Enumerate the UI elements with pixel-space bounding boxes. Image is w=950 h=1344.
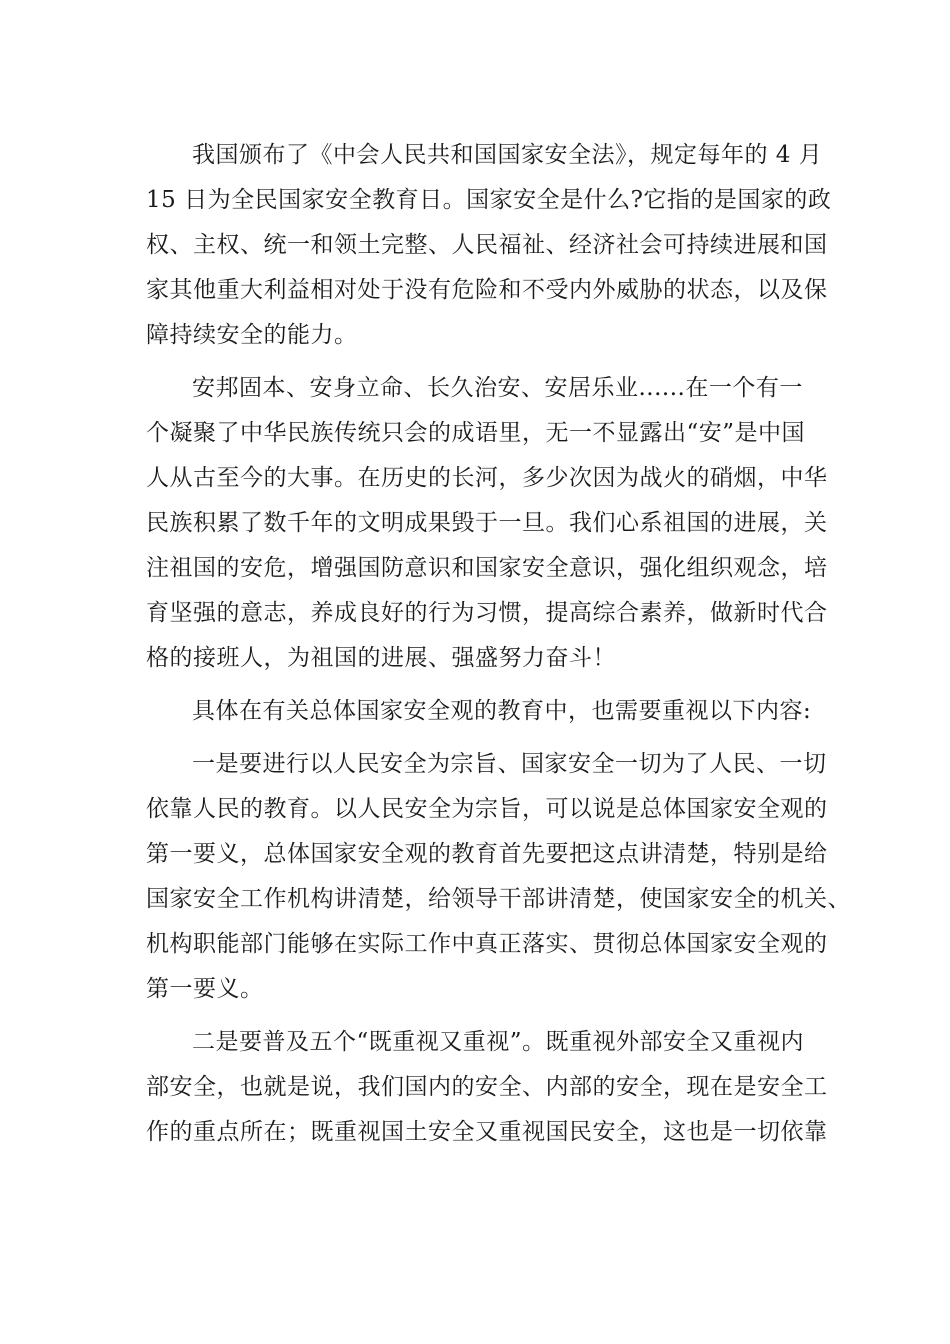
paragraph-4-line-1: 一是要进行以人民安全为宗旨、国家安全一切为了人民、一切 — [192, 751, 827, 777]
paragraph-4-line-5: 机构职能部门能够在实际工作中真正落实、贯彻总体国家安全观的 — [146, 931, 828, 957]
paragraph-1-line-3: 权、主权、统一和领土完整、人民福祉、经济社会可持续进展和国 — [146, 232, 828, 258]
paragraph-1-line-1: 我国颁布了《中会人民共和国国家安全法》，规定每年的 4 月 — [192, 142, 823, 168]
paragraph-5-line-3: 作的重点所在；既重视国土安全又重视国民安全，这也是一切依靠 — [146, 1119, 828, 1145]
paragraph-3-line-1: 具体在有关总体国家安全观的教育中，也需要重视以下内容: — [192, 698, 812, 724]
paragraph-2-line-7: 格的接班人，为祖国的进展、强盛努力奋斗！ — [146, 645, 616, 671]
paragraph-5-line-2: 部安全，也就是说，我们国内的安全、内部的安全，现在是安全工 — [146, 1074, 828, 1100]
paragraph-1-line-2: 15 日为全民国家安全教育日。国家安全是什么?它指的是国家的政 — [146, 187, 832, 213]
paragraph-4-line-4: 国家安全工作机构讲清楚，给领导干部讲清楚，使国家安全的机关、 — [146, 886, 851, 912]
paragraph-4-line-2: 依靠人民的教育。以人民安全为宗旨，可以说是总体国家安全观的 — [146, 796, 828, 822]
paragraph-1-line-5: 障持续安全的能力。 — [146, 322, 358, 348]
paragraph-1-line-4: 家其他重大利益相对处于没有危险和不受内外威胁的状态，以及保 — [146, 277, 828, 303]
document-body — [146, 133, 851, 1155]
paragraph-2-line-3: 人从古至今的大事。在历史的长河，多少次因为战火的硝烟，中华 — [146, 465, 828, 491]
paragraph-4-line-3: 第一要义，总体国家安全观的教育首先要把这点讲清楚，特别是给 — [146, 841, 828, 867]
paragraph-2-line-2: 个凝聚了中华民族传统只会的成语里，无一不显露出“安”是中国 — [146, 420, 806, 446]
paragraph-2-line-5: 注祖国的安危，增强国防意识和国家安全意识，强化组织观念，培 — [146, 555, 828, 581]
paragraph-2-line-6: 育坚强的意志，养成良好的行为习惯，提高综合素养，做新时代合 — [146, 600, 828, 626]
paragraph-2-line-1: 安邦固本、安身立命、长久治安、安居乐业......在一个有一 — [192, 375, 803, 401]
paragraph-4-line-6: 第一要义。 — [146, 976, 264, 1002]
paragraph-2-line-4: 民族积累了数千年的文明成果毁于一旦。我们心系祖国的进展，关 — [146, 510, 828, 536]
paragraph-5-line-1: 二是要普及五个“既重视又重视”。既重视外部安全又重视内 — [192, 1029, 805, 1055]
